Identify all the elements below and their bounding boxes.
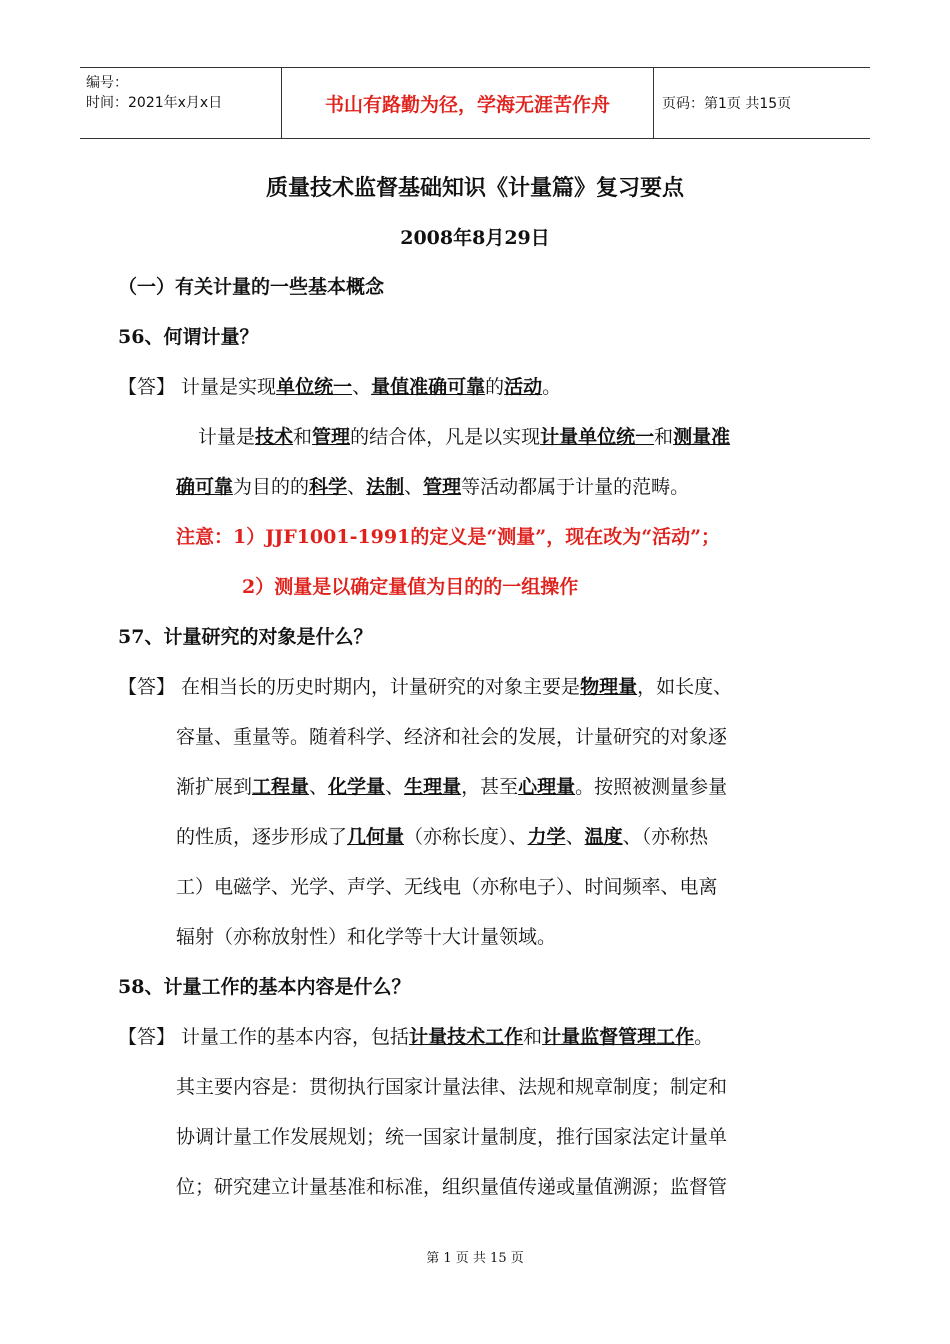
emphasis: 计量单位统一 xyxy=(540,426,655,448)
header-meta xyxy=(80,68,282,138)
emphasis: 计量技术工作 xyxy=(409,1026,524,1048)
emphasis: 管理 xyxy=(423,476,462,498)
text: 。 xyxy=(694,1026,714,1048)
question-56: 56、何谓计量？ xyxy=(118,326,259,348)
header-page-label: 页码：第1页 共15页 xyxy=(662,96,792,112)
emphasis: 测量准 xyxy=(673,426,731,448)
text: 计量是 xyxy=(198,426,256,448)
section-heading: （一）有关计量的一些基本概念 xyxy=(118,276,385,298)
text: 和 xyxy=(293,426,313,448)
emphasis: 确可靠 xyxy=(176,476,234,498)
answer-tag: 【答】 xyxy=(118,676,176,698)
text: 、 xyxy=(565,826,585,848)
answer-58-line-1 xyxy=(118,1022,713,1049)
emphasis: 计量监督管理工作 xyxy=(542,1026,695,1048)
text: 和 xyxy=(654,426,674,448)
text: 、 xyxy=(385,776,405,798)
answer-58-line-2: 其主要内容是：贯彻执行国家计量法律、法规和规章制度；制定和 xyxy=(176,1076,728,1098)
answer-tag: 【答】 xyxy=(118,376,176,398)
emphasis: 物理量 xyxy=(580,676,638,698)
note-1: 注意：1）JJF1001-1991的定义是“测量”，现在改为“活动”； xyxy=(176,526,721,548)
answer-56-line-2 xyxy=(198,422,730,449)
answer-57-line-3 xyxy=(176,772,727,799)
answer-58-line-3: 协调计量工作发展规划；统一国家计量制度，推行国家法定计量单 xyxy=(176,1126,728,1148)
answer-57-line-6: 辐射（亦称放射性）和化学等十大计量领域。 xyxy=(176,926,557,948)
answer-57-line-4 xyxy=(176,822,708,849)
emphasis: 活动 xyxy=(504,376,543,398)
text: 等活动都属于计量的范畴。 xyxy=(461,476,690,498)
text: 渐扩展到 xyxy=(176,776,253,798)
doc-date: 2008年8月29日 xyxy=(400,227,550,249)
text: 计量是实现 xyxy=(175,376,277,398)
answer-57-line-2: 容量、重量等。随着科学、经济和社会的发展，计量研究的对象逐 xyxy=(176,726,728,748)
text: 、 xyxy=(352,376,372,398)
text: ，甚至 xyxy=(461,776,519,798)
emphasis: 技术 xyxy=(255,426,294,448)
text: 、 xyxy=(309,776,329,798)
number-label: 编号： xyxy=(86,75,128,91)
answer-56-line-3 xyxy=(176,472,689,499)
text: 在相当长的历史时期内，计量研究的对象主要是 xyxy=(175,676,581,698)
answer-57-line-1 xyxy=(118,672,732,699)
page-footer: 第 1 页 共 15 页 xyxy=(426,1251,524,1266)
emphasis: 生理量 xyxy=(404,776,462,798)
emphasis: 几何量 xyxy=(347,826,405,848)
text: 、（亦称热 xyxy=(622,826,709,848)
emphasis: 科学 xyxy=(309,476,348,498)
text: 、 xyxy=(347,476,367,498)
emphasis: 温度 xyxy=(584,826,623,848)
answer-58-line-4: 位；研究建立计量基准和标准，组织量值传递或量值溯源；监督管 xyxy=(176,1176,728,1198)
text: ，如长度、 xyxy=(637,676,733,698)
time-label: 时间：2021年x月x日 xyxy=(86,95,223,111)
emphasis: 量值准确可靠 xyxy=(371,376,486,398)
note-2: 2）测量是以确定量值为目的的一组操作 xyxy=(242,576,579,598)
text: 的性质，逐步形成了 xyxy=(176,826,348,848)
doc-title: 质量技术监督基础知识《计量篇》复习要点 xyxy=(265,175,684,201)
text: 。 xyxy=(542,376,562,398)
question-58: 58、计量工作的基本内容是什么？ xyxy=(118,976,411,998)
text: 的结合体，凡是以实现 xyxy=(350,426,541,448)
text: 和 xyxy=(523,1026,543,1048)
answer-tag: 【答】 xyxy=(118,1026,176,1048)
header-motto: 书山有路勤为径，学海无涯苦作舟 xyxy=(282,68,654,138)
text: 。按照被测量参量 xyxy=(575,776,728,798)
text: 的 xyxy=(485,376,505,398)
emphasis: 法制 xyxy=(366,476,405,498)
emphasis: 化学量 xyxy=(328,776,386,798)
emphasis: 管理 xyxy=(312,426,351,448)
answer-56-line-1 xyxy=(118,372,561,399)
emphasis: 工程量 xyxy=(252,776,310,798)
text: 、 xyxy=(404,476,424,498)
emphasis: 力学 xyxy=(527,826,566,848)
text: 计量工作的基本内容，包括 xyxy=(175,1026,410,1048)
text: （亦称长度）、 xyxy=(404,826,528,848)
emphasis: 心理量 xyxy=(518,776,576,798)
question-57: 57、计量研究的对象是什么？ xyxy=(118,626,373,648)
text: 为目的的 xyxy=(233,476,310,498)
page-header xyxy=(80,67,870,139)
emphasis: 单位统一 xyxy=(276,376,353,398)
answer-57-line-5: 工）电磁学、光学、声学、无线电（亦称电子）、时间频率、电离 xyxy=(176,876,718,898)
